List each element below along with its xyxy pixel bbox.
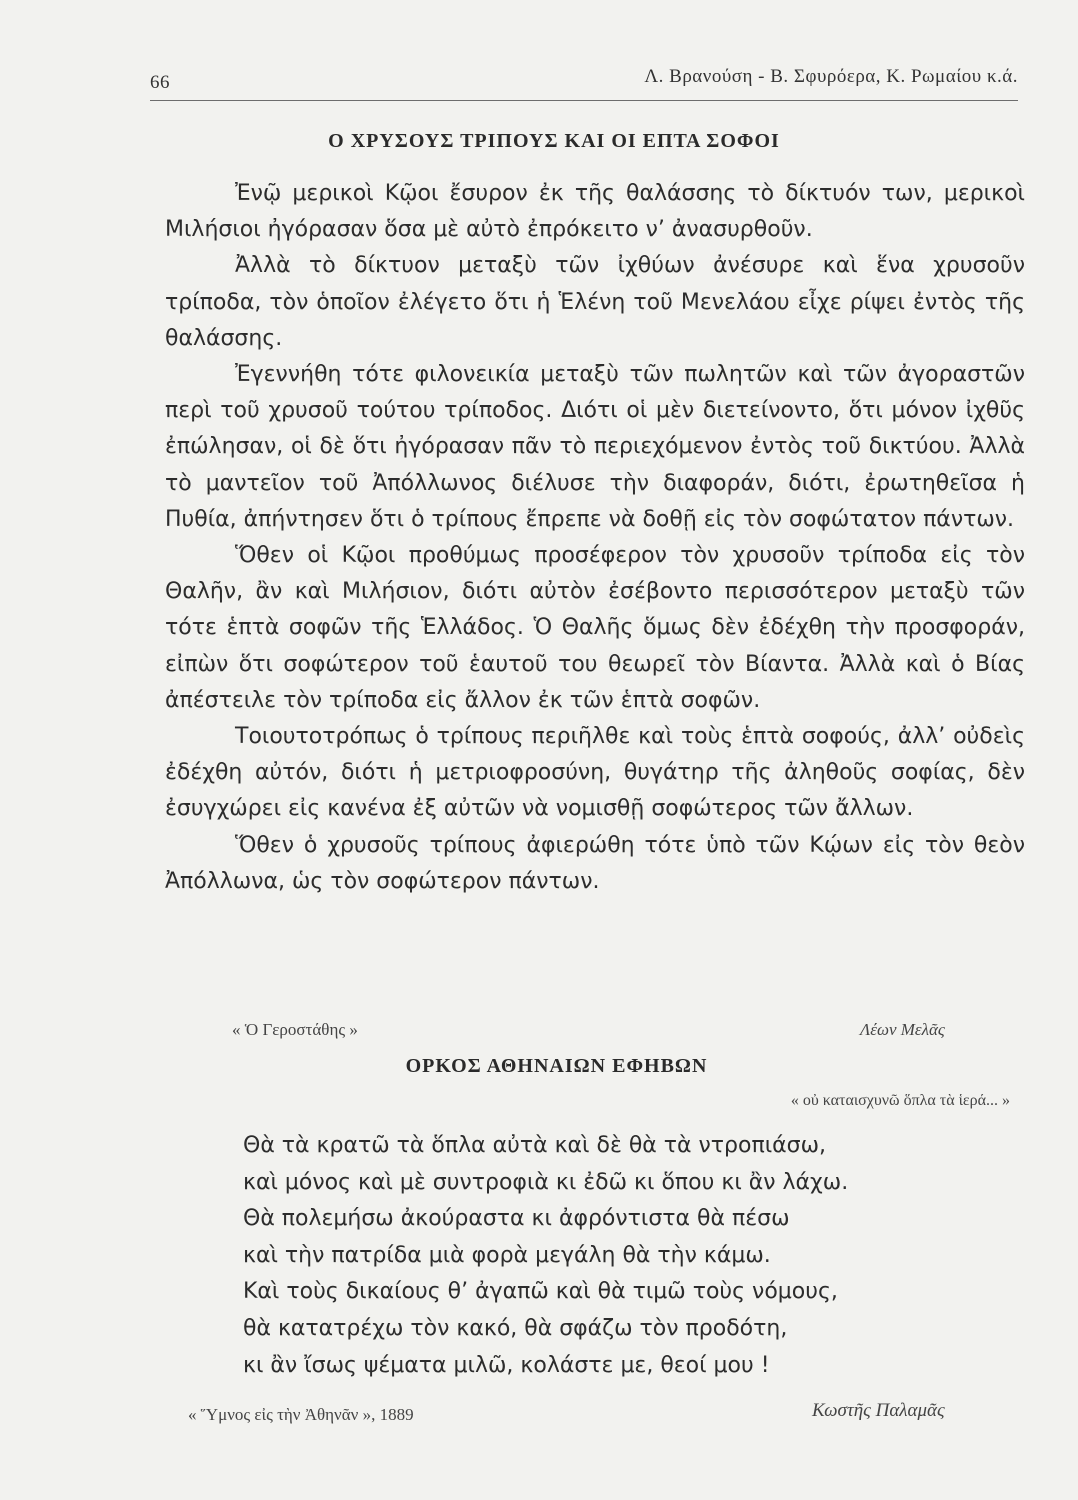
poem-line: Καὶ τοὺς δικαίους θ’ ἀγαπῶ καὶ θὰ τιμῶ τοὺς νόμους, [243,1279,838,1305]
paragraph: Ἀλλὰ τὸ δίκτυον μεταξὺ τῶν ἰχθύων ἀνέσυρε καὶ ἕνα χρυσοῦν τρίποδα, τὸν ὁποῖον ἐλέγετο ὅτι ἡ Ἑλένη τοῦ Μενελάου εἶχε ρίψει ἐντὸς τῆς θαλάσσης. [165,253,1025,351]
poem-line: καὶ μόνος καὶ μὲ συντροφιὰ κι ἐδῶ κι ὅπου κι ἂν λάχω. [243,1169,849,1195]
paragraph: Τοιουτοτρόπως ὁ τρίπους περιῆλθε καὶ τοὺς ἑπτὰ σοφούς, ἀλλ’ οὐδεὶς ἐδέχθη αὐτόν, διότι ἡ μετριοφροσύνη, θυγάτηρ τῆς ἀληθοῦς σοφίας, δὲν ἐσυγχώρει εἰς κανένα ἐξ αὐτῶν νὰ νομισθῇ σοφώτερος τῶν ἄλλων. [165,724,1025,822]
paragraph: Ἐγεννήθη τότε φιλονεικία μεταξὺ τῶν πωλητῶν καὶ τῶν ἀγοραστῶν περὶ τοῦ χρυσοῦ τούτου τρίποδος. Διότι οἱ μὲν διετείνοντο, ὅτι μόνον ἰχθῦς ἐπώλησαν, οἱ δὲ ὅτι ἠγόρασαν πᾶν τὸ περιεχόμενον ἐντὸς τοῦ δικτύου. Ἀλλὰ τὸ μαντεῖον τοῦ Ἀπόλλωνος διέλυσε τὴν διαφοράν, διότι, ἐρωτηθεῖσα ἡ Πυθία, ἀπήντησεν ὅτι ὁ τρίπους ἔπρεπε νὰ δοθῇ εἰς τὸν σοφώτατον πάντων. [165,362,1025,532]
poem-line: Θὰ πολεμήσω ἀκούραστα κι ἀφρόντιστα θὰ πέσω [243,1206,790,1232]
source-citation: « Ὁ Γεροστάθης » [232,1020,358,1039]
poem [243,1128,848,1384]
poem-line: θὰ κατατρέχω τὸν κακό, θὰ σφάζω τὸν προδότη, [243,1315,788,1341]
running-head: Λ. Βρανούση - Β. Σφυρόερα, Κ. Ρωμαίου κ.ά. [644,66,1018,87]
article-body-tripod [165,176,1025,900]
header-divider [150,100,1018,101]
paragraph: Ὅθεν ὁ χρυσοῦς τρίπους ἀφιερώθη τότε ὑπὸ τῶν Κῴων εἰς τὸν θεὸν Ἀπόλλωνα, ὡς τὸν σοφώτερον πάντων. [165,832,1025,894]
paragraph: Ἐνῷ μερικοὶ Κῷοι ἔσυρον ἐκ τῆς θαλάσσης τὸ δίκτυόν των, μερικοὶ Μιλήσιοι ἠγόρασαν ὅσα μὲ αὐτὸ ἐπρόκειτο ν’ ἀνασυρθοῦν. [165,181,1025,243]
poem-source-citation: « Ὕμνος εἰς τὴν Ἀθηνᾶν », 1889 [188,1405,414,1424]
page-number: 66 [150,72,170,93]
poem-line: Θὰ τὰ κρατῶ τὰ ὅπλα αὐτὰ καὶ δὲ θὰ τὰ ντροπιάσω, [243,1133,827,1158]
paragraph: Ὅθεν οἱ Κῷοι προθύμως προσέφερον τὸν χρυσοῦν τρίποδα εἰς τὸν Θαλῆν, ἂν καὶ Μιλήσιον, διότι αὐτὸν ἐσέβοντο περισσότερον μεταξὺ τῶν τότε ἑπτὰ σοφῶν τῆς Ἑλλάδος. Ὁ Θαλῆς ὅμως δὲν ἐδέχθη τὴν προσφοράν, εἰπὼν ὅτι σοφώτερον τοῦ ἑαυτοῦ του θεωρεῖ τὸν Βίαντα. Ἀλλὰ καὶ ὁ Βίας ἀπέστειλε τὸν τρίποδα εἰς ἄλλον ἐκ τῶν ἑπτὰ σοφῶν. [165,543,1025,713]
author-name: Λέων Μελᾶς [860,1020,945,1039]
page-header [150,66,1018,96]
poem-author-name: Κωστῆς Παλαμᾶς [812,1400,945,1421]
poem-line: καὶ τὴν πατρίδα μιὰ φορὰ μεγάλη θὰ τὴν κάμω. [243,1242,771,1268]
epigraph: « οὐ καταισχυνῶ ὅπλα τὰ ἱερά... » [790,1092,1010,1109]
article-title-oath: ΟΡΚΟΣ ΑΘΗΝΑΙΩΝ ΕΦΗΒΩΝ [405,1055,708,1077]
article-title-tripod: Ο ΧΡΥΣΟΥΣ ΤΡΙΠΟΥΣ ΚΑΙ ΟΙ ΕΠΤΑ ΣΟΦΟΙ [328,130,780,152]
poem-line: κι ἂν ἴσως ψέματα μιλῶ, κολάστε με, θεοί μου ! [243,1352,770,1378]
